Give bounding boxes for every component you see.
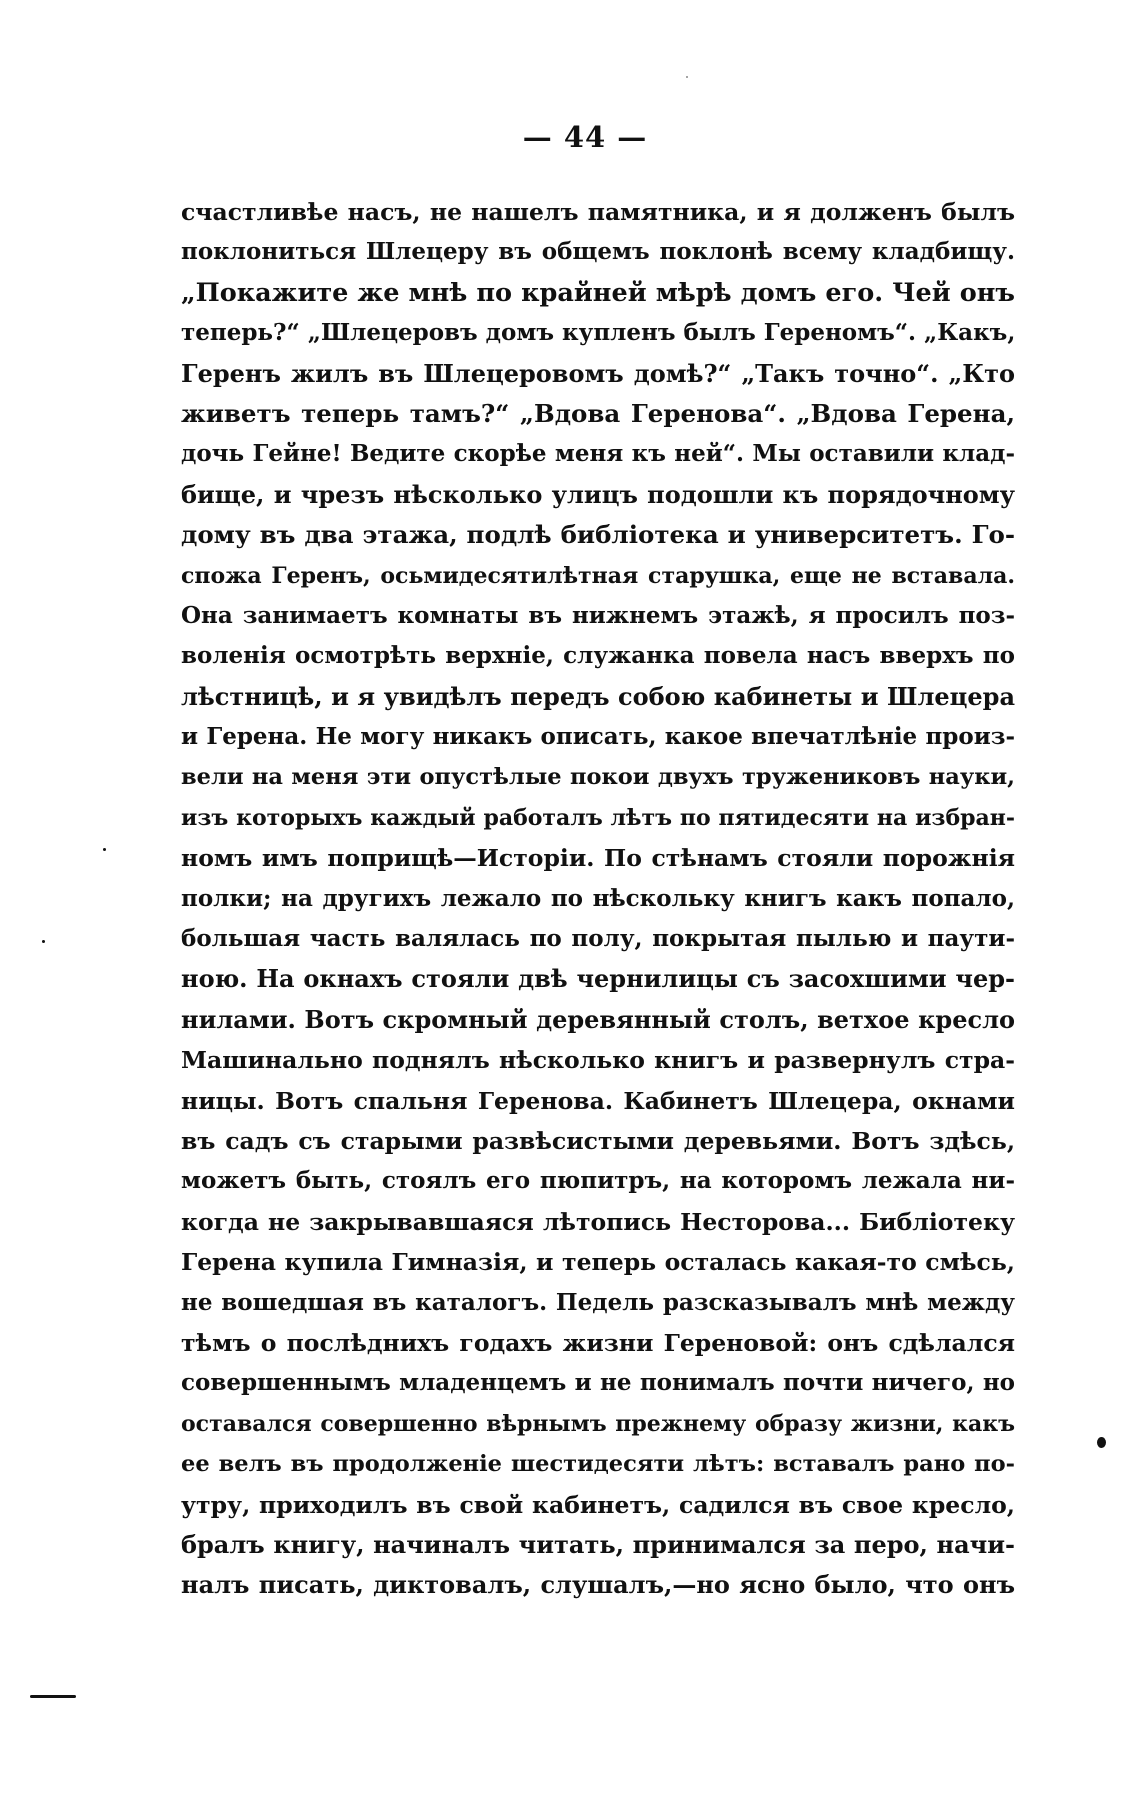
- text-line: не вошедшая въ каталогъ. Педель разсказывалъ мнѣ между: [181, 1288, 1015, 1316]
- text-line: счастливѣе насъ, не нашелъ памятника, и я долженъ былъ: [181, 198, 1015, 226]
- scan-speck: [103, 848, 106, 851]
- text-line: когда не закрывавшаяся лѣтопись Несторова... Библіотеку: [181, 1207, 1015, 1236]
- page-number: — 44 —: [522, 120, 648, 154]
- text-line: въ садъ съ старыми развѣсистыми деревьями. Вотъ здѣсь,: [181, 1126, 1015, 1155]
- text-line: полки; на другихъ лежало по нѣскольку книгъ какъ попало,: [181, 884, 1015, 912]
- text-line: большая часть валялась по полу, покрытая пылью и паути-: [181, 925, 1015, 953]
- text-line: Герена купила Гимназія, и теперь осталась какая-то смѣсь,: [181, 1248, 1015, 1277]
- text-line: утру, приходилъ въ свой кабинетъ, садился въ свое кресло,: [181, 1490, 1015, 1519]
- text-line: ницы. Вотъ спальня Геренова. Кабинетъ Шлецера, окнами: [181, 1086, 1015, 1115]
- text-line: совершеннымъ младенцемъ и не понималъ почти ничего, но: [181, 1369, 1015, 1397]
- text-line: можетъ быть, стоялъ его пюпитръ, на которомъ лежала ни-: [181, 1167, 1015, 1195]
- text-line: ее велъ въ продолженіе шестидесяти лѣтъ: вставалъ рано по-: [181, 1451, 1015, 1478]
- text-line: и Герена. Не могу никакъ описать, какое впечатлѣніе произ-: [181, 723, 1015, 751]
- text-line: живетъ теперь тамъ?“ „Вдова Геренова“. „Вдова Герена,: [181, 398, 1015, 428]
- text-line: спожа Геренъ, осьмидесятилѣтная старушка, еще не вставала.: [181, 562, 1015, 589]
- text-line: бралъ книгу, начиналъ читать, принимался за перо, начи-: [181, 1529, 1015, 1559]
- scan-speck: [42, 940, 45, 943]
- margin-dash-mark: [30, 1695, 76, 1698]
- scan-speck: [686, 76, 688, 78]
- text-line: Геренъ жилъ въ Шлецеровомъ домѣ?“ „Такъ точно“. „Кто: [181, 358, 1015, 388]
- text-line: Машинально поднялъ нѣсколько книгъ и развернулъ стра-: [181, 1046, 1015, 1075]
- text-line: „Покажите же мнѣ по крайней мѣрѣ домъ его. Чей онъ: [181, 277, 1015, 308]
- text-line: тѣмъ о послѣднихъ годахъ жизни Гереновой: онъ сдѣлался: [181, 1328, 1015, 1357]
- text-line: налъ писать, диктовалъ, слушалъ,—но ясно было, что онъ: [181, 1570, 1015, 1600]
- text-line: номъ имъ поприщѣ—Исторіи. По стѣнамъ стояли порожнія: [181, 844, 1015, 873]
- text-line: дому въ два этажа, подлѣ библіотека и университетъ. Го-: [181, 520, 1015, 550]
- text-line: изъ которыхъ каждый работалъ лѣтъ по пятидесяти на избран-: [181, 804, 1015, 831]
- text-line: лѣстницѣ, и я увидѣлъ передъ собою кабинеты и Шлецера: [181, 681, 1015, 711]
- text-line: поклониться Шлецеру въ общемъ поклонѣ всему кладбищу.: [181, 238, 1015, 266]
- text-line: оставался совершенно вѣрнымъ прежнему образу жизни, какъ: [181, 1410, 1015, 1437]
- text-line: нилами. Вотъ скромный деревянный столъ, ветхое кресло: [181, 1004, 1015, 1034]
- text-line: воленія осмотрѣть верхніе, служанка повела насъ вверхъ по: [181, 642, 1015, 670]
- text-line: вели на меня эти опустѣлые покои двухъ тружениковъ науки,: [181, 764, 1015, 791]
- text-line: дочь Гейне! Ведите скорѣе меня къ ней“. Мы оставили клад-: [181, 440, 1015, 468]
- text-line: ною. На окнахъ стояли двѣ чернилицы съ засохшими чер-: [181, 964, 1015, 994]
- ink-blot: [1097, 1437, 1106, 1448]
- text-line: Она занимаетъ комнаты въ нижнемъ этажѣ, я просилъ поз-: [181, 601, 1015, 629]
- body-text: [181, 192, 1015, 1606]
- text-line: теперь?“ „Шлецеровъ домъ купленъ былъ Гереномъ“. „Какъ,: [181, 319, 1016, 347]
- text-line: бище, и чрезъ нѣсколько улицъ подошли къ порядочному: [181, 479, 1015, 509]
